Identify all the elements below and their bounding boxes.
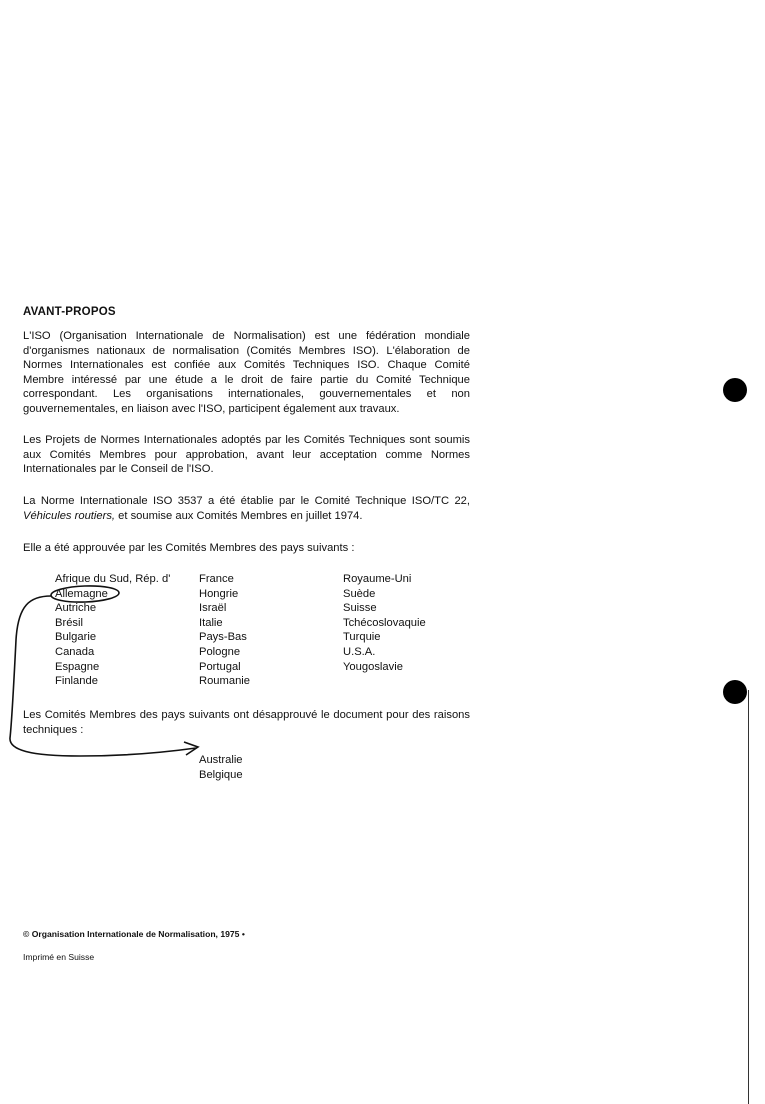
country-name: Royaume-Uni [343,573,412,585]
country-name: Espagne [55,660,100,673]
country-name: Pologne [199,645,241,658]
paragraph-disapproved-intro: Les Comités Membres des pays suivants ont désapprouvé le document pour des raisons techniques : [23,709,470,736]
country-name: Roumanie [199,675,250,688]
country-name: Yougoslavie [343,660,403,673]
printed-in: Imprimé en Suisse [23,952,95,962]
country-name: Hongrie [199,587,239,600]
committee-title: Véhicules routiers, [23,509,116,522]
punch-hole [723,680,747,704]
country-name: Bulgarie [55,631,97,644]
country-name: Tchécoslovaquie [343,616,426,629]
country-name: Portugal [199,660,241,673]
country-name: Turquie [343,631,381,644]
paragraph-iso-3537-start: La Norme Internationale ISO 3537 a été établie par le Comité Technique ISO/TC 22, [23,495,470,507]
annotation-arrow-line [10,596,196,756]
country-name: France [199,573,234,585]
country-name: Suède [343,587,376,600]
paragraph-approved-intro: Elle a été approuvée par les Comités Membres des pays suivants : [23,542,355,554]
country-name: Allemagne [55,587,108,600]
paragraph-iso-intro: L'ISO (Organisation Internationale de Normalisation) est une fédération mondiale d'organismes nationaux de normalisation (Comités Membres ISO). L'élaboration de Normes Internationales est confiée aux Comités Techniques ISO. Chaque Comité Membre intéressé par une étude a le droit de faire partie du Comité Technique correspondant. Les organisations internationales, gouvernementales et non gouvernementales, en liaison avec l'ISO, participent également aux travaux. [23,330,470,415]
country-name: Suisse [343,602,377,615]
country-name: Brésil [55,616,83,629]
copyright-line: © Organisation Internationale de Normalisation, 1975 • [23,929,245,939]
punch-hole [723,378,747,402]
country-name: Canada [55,645,95,658]
country-name: Belgique [199,768,243,781]
paragraph-iso-3537-end: et soumise aux Comités Membres en juillet 1974. [118,509,363,522]
country-name: U.S.A. [343,645,376,658]
paragraph-draft-standards: Les Projets de Normes Internationales adoptés par les Comités Techniques sont soumis aux Comités Membres pour approbation, avant leur acceptation comme Normes Internationales par le Conseil de l'ISO. [23,434,470,476]
country-name: Finlande [55,675,98,688]
country-name: Italie [199,616,223,629]
country-name: Israël [199,602,227,615]
scan-edge-line [748,690,749,1104]
country-name: Autriche [55,602,97,615]
section-heading: AVANT-PROPOS [23,306,116,318]
country-name: Pays-Bas [199,631,247,644]
annotation-circle [51,585,120,603]
country-name: Afrique du Sud, Rép. d' [55,573,171,585]
country-name: Australie [199,754,243,766]
